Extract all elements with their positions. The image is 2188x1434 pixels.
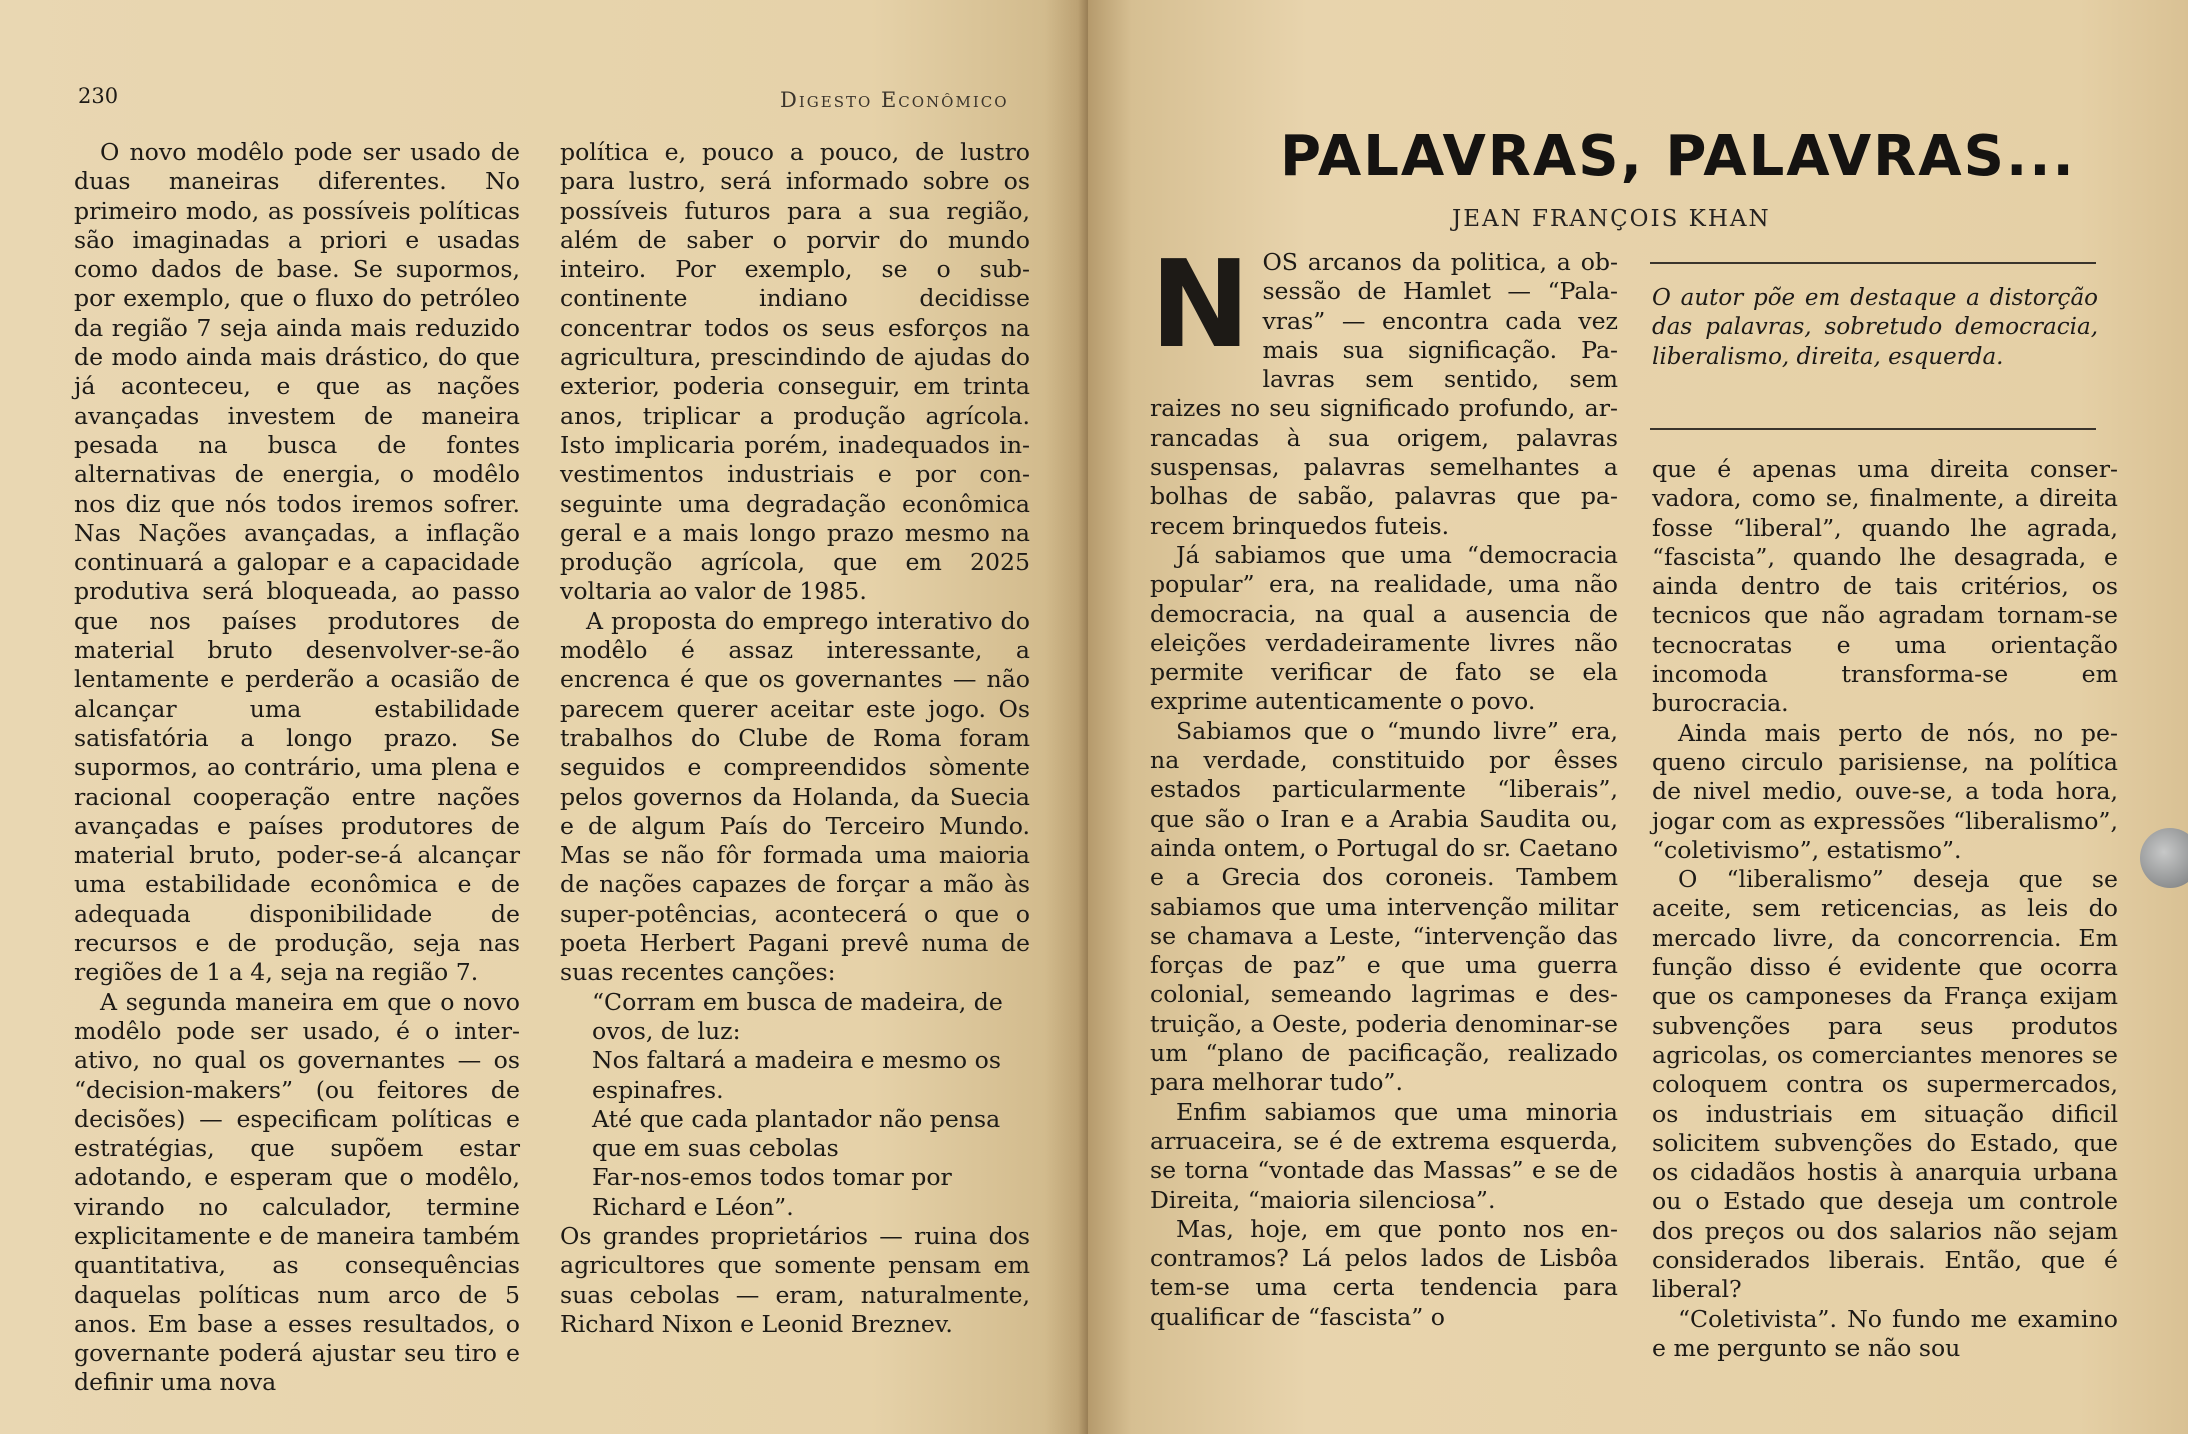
article-title: PALAVRAS, PALAVRAS... <box>1280 124 2076 189</box>
article-abstract: O autor põe em destaque a distorção das palavras, sobretudo democracia, liberalismo, direita, esquerda. <box>1652 285 2098 370</box>
verse-line: “Corram em busca de madeira, de ovos, de luz: <box>592 987 1003 1045</box>
paragraph: O “liberalismo” deseja que se aceite, sem reticencias, as leis do mercado livre, da concorrencia. Em função disso é evidente que ocorra que os camponeses da França exijam subvenções para seus produtos agricolas, os comerciantes menores se coloquem contra os supermercados, os industriais em situação dificil solicitem subvenções do Estado, que os cidadãos hostis à anarquia urbana ou o Estado que deseja um controle dos preços ou dos salarios não sejam considerados liberais. Então, que é liberal? <box>1652 865 2118 1304</box>
running-head: Digesto Econômico <box>780 88 1009 112</box>
paragraph: OS arcanos da politica, a obsessão de Hamlet — “Palavras” — encontra cada vez mais sua significação. Palavras sem sentido, sem raizes no seu significado profundo, arrancadas à sua origem, palavras suspensas, palavras semelhantes a bolhas de sabão, palavras que parecem brinquedos futeis. <box>1150 248 1618 540</box>
verse-line: Nos faltará a madeira e mesmo os espinafres. <box>592 1046 1001 1104</box>
paragraph: “Coletivista”. No fundo me examino e me pergunto se não sou <box>1652 1304 2118 1362</box>
paragraph: que é apenas uma direita conservadora, como se, finalmente, a direita fosse “liberal”, quando lhe agrada, “fascista”, quando lhe desagrada, e ainda dentro de tais critérios, os tecnicos que não agradam tornam-se tecnocratas e uma orientação incomoda transforma-se em burocracia. <box>1652 455 2118 718</box>
paragraph: Já sabiamos que uma “democracia popular” era, na realidade, uma não democracia, na qual a ausencia de eleições verdadeiramente livres não permite verificar de fato se ela exprime autenticamente o povo. <box>1150 540 1618 716</box>
left-page <box>0 0 1088 1434</box>
paragraph: Os grandes proprietários — ruina dos agricultores que somente pensam em suas cebolas — eram, naturalmente, Richard Nixon e Leonid Breznev. <box>560 1221 1030 1338</box>
paragraph: Mas, hoje, em que ponto nos encontramos? Lá pelos lados de Lisbôa tem-se uma certa tendencia para qualificar de “fascista” o <box>1150 1214 1618 1331</box>
article-author: JEAN FRANÇOIS KHAN <box>1452 206 1771 232</box>
right-column-2 <box>1652 455 2118 1363</box>
right-column-1 <box>1150 236 1618 1332</box>
paragraph: Enfim sabiamos que uma minoria arruaceira, se é de extrema esquerda, se torna “vontade das Massas” e se de Direita, “maioria silenciosa”. <box>1150 1097 1618 1214</box>
paragraph: política e, pouco a pouco, de lustro para lustro, será informado sobre os possíveis futuros para a sua região, além de saber o porvir do mundo inteiro. Por exemplo, se o sub-continente indiano decidisse concentrar todos os seus esforços na agricultura, prescindindo de ajudas do exterior, poderia conseguir, em trinta anos, triplicar a produção agrícola. Isto implicaria porém, inadequados investimentos industriais e por conseguinte uma degradação econômica geral e a mais longo prazo mesmo na produção agrícola, que em 2025 voltaria ao valor de 1985. <box>560 138 1030 606</box>
verse-line: Far-nos-emos todos tomar por Richard e Léon”. <box>592 1163 952 1221</box>
page-number: 230 <box>78 84 119 108</box>
paragraph: Ainda mais perto de nós, no pequeno circulo parisiense, na política de nivel medio, ouve-se, a toda hora, jogar com as expressões “liberalismo”, “coletivismo”, estatismo”. <box>1652 718 2118 864</box>
paragraph: O novo modêlo pode ser usado de duas maneiras diferentes. No primeiro modo, as possíveis políticas são imaginadas a priori e usadas como dados de base. Se supormos, por exemplo, que o fluxo do petróleo da região 7 seja ainda mais reduzido de modo ainda mais drástico, do que já aconteceu, e que as nações avançadas investem de maneira pesada na busca de fontes alternativas de energia, o modêlo nos diz que nós todos iremos sofrer. Nas Nações avançadas, a inflação continuará a galopar e a capacidade produtiva será bloqueada, ao passo que nos países produtores de material bruto desenvolver-se-ão lentamente e perderão a ocasião de alcançar uma estabilidade satisfatória a longo prazo. Se supormos, ao contrário, uma plena e racional cooperação entre nações avançadas e países produtores de material bruto, poder-se-á alcançar uma estabilidade econômica e de adequada disponibilidade de recursos e de produção, seja nas regiões de 1 a 4, seja na região 7. <box>74 138 520 987</box>
verse-line: Até que cada plantador não pensa que em suas cebolas <box>592 1104 1001 1163</box>
drop-cap: N <box>1150 236 1251 375</box>
abstract-rule-bottom <box>1650 428 2096 430</box>
left-column-1 <box>74 138 520 1398</box>
paragraph: Sabiamos que o “mundo livre” era, na verdade, constituido por êsses estados particularmente “liberais”, que são o Iran e a Arabia Saudita ou, ainda ontem, o Portugal do sr. Caetano e a Grecia dos coroneis. Tambem sabiamos que uma intervenção militar se chamava a Leste, “intervenção das forças de paz” e que uma guerra colonial, semeando lagrimas e destruição, a Oeste, poderia denominar-se um “plano de pacificação, realizado para melhorar tudo”. <box>1150 716 1618 1097</box>
paragraph: A proposta do emprego interativo do modêlo é assaz interessante, a encrenca é que os governantes — não parecem querer aceitar este jogo. Os trabalhos do Clube de Roma foram seguidos e compreendidos sòmente pelos governos da Holanda, da Suecia e de algum País do Terceiro Mundo. Mas se não fôr formada uma maioria de nações capazes de forçar a mão às super-potências, acontecerá o que o poeta Herbert Pagani prevê numa de suas recentes canções: <box>560 606 1030 987</box>
paragraph: A segunda maneira em que o novo modêlo pode ser usado, é o inter-ativo, no qual os governantes — os “decision-makers” (ou feitores de decisões) — especificam políticas e estratégias, que supõem estar adotando, e esperam que o modêlo, virando no calculador, termine explicitamente e de maneira também quantitativa, as consequências daquelas políticas num arco de 5 anos. Em base a esses resultados, o governante poderá ajustar seu tiro e definir uma nova <box>74 987 520 1397</box>
left-column-2 <box>560 138 1030 1339</box>
abstract-rule-top <box>1650 262 2096 264</box>
